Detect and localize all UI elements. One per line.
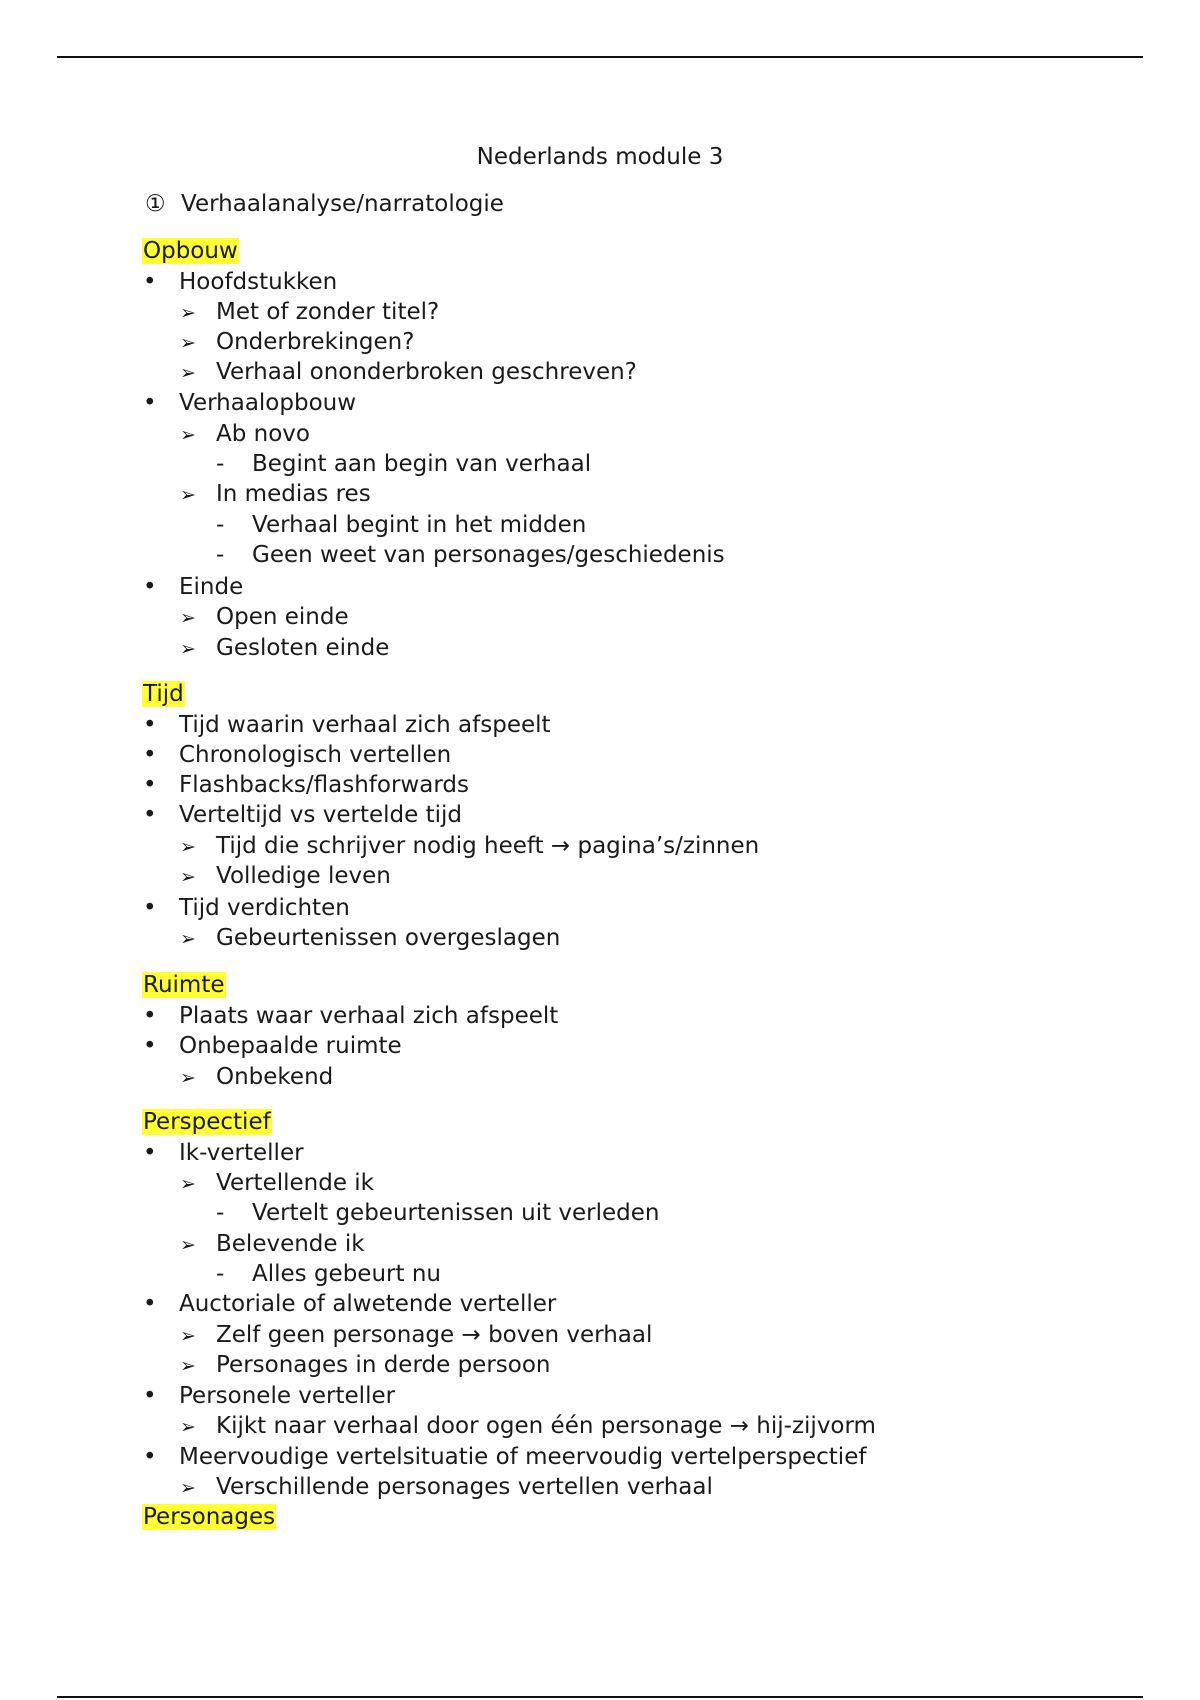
section-heading-opbouw: Opbouw	[143, 238, 238, 264]
subtitle	[145, 190, 504, 218]
arrow-bullet-icon: ➢	[180, 1067, 196, 1089]
arrow-bullet-icon: ➢	[180, 1325, 196, 1347]
list-item: • Tijd verdichten	[143, 895, 350, 921]
arrow-bullet-icon: ➢	[180, 607, 196, 629]
section-heading-tijd: Tijd	[143, 681, 184, 707]
bullet-icon: •	[143, 742, 157, 768]
list-item: - Verhaal begint in het midden	[216, 512, 587, 538]
list-item: • Einde	[143, 574, 244, 600]
list-item: ➢ Vertellende ik	[180, 1170, 375, 1196]
list-item: ➢ Kijkt naar verhaal door ogen één personage → hij-zijvorm	[180, 1413, 876, 1439]
list-item: • Personele verteller	[143, 1383, 396, 1409]
list-item: ➢ Verschillende personages vertellen verhaal	[180, 1474, 713, 1500]
bullet-icon: •	[143, 1444, 157, 1470]
arrow-bullet-icon: ➢	[180, 1477, 196, 1499]
list-item: - Begint aan begin van verhaal	[216, 451, 592, 477]
footer-rule	[57, 1696, 1143, 1698]
bullet-icon: •	[143, 574, 157, 600]
dash-bullet-icon: -	[216, 512, 225, 538]
list-item: ➢ Open einde	[180, 604, 349, 630]
dash-bullet-icon: -	[216, 1261, 225, 1287]
arrow-bullet-icon: ➢	[180, 836, 196, 858]
list-item: ➢ Onderbrekingen?	[180, 329, 415, 355]
list-item: ➢ Gebeurtenissen overgeslagen	[180, 925, 561, 951]
list-item: - Alles gebeurt nu	[216, 1261, 441, 1287]
arrow-bullet-icon: ➢	[180, 424, 196, 446]
list-item: • Verhaalopbouw	[143, 390, 357, 416]
bullet-icon: •	[143, 1140, 157, 1166]
list-item: • Ik-verteller	[143, 1140, 304, 1166]
arrow-bullet-icon: ➢	[180, 362, 196, 384]
list-item: ➢ Volledige leven	[180, 863, 391, 889]
bullet-icon: •	[143, 1033, 157, 1059]
dash-bullet-icon: -	[216, 1200, 225, 1226]
bullet-icon: •	[143, 712, 157, 738]
section-heading-personages: Personages	[143, 1504, 276, 1530]
list-item: ➢ Personages in derde persoon	[180, 1352, 551, 1378]
header-rule	[57, 56, 1143, 58]
bullet-icon: •	[143, 772, 157, 798]
bullet-icon: •	[143, 1383, 157, 1409]
list-item: ➢ Ab novo	[180, 421, 310, 447]
arrow-bullet-icon: ➢	[180, 928, 196, 950]
list-item: • Verteltijd vs vertelde tijd	[143, 802, 462, 828]
section-heading-ruimte: Ruimte	[143, 972, 225, 998]
bullet-icon: •	[143, 390, 157, 416]
bullet-icon: •	[143, 895, 157, 921]
list-item: • Meervoudige vertelsituatie of meervoudig vertelperspectief	[143, 1444, 867, 1470]
list-item: • Flashbacks/flashforwards	[143, 772, 469, 798]
list-item: ➢ Tijd die schrijver nodig heeft → pagina’s/zinnen	[180, 833, 760, 859]
list-item: • Onbepaalde ruimte	[143, 1033, 402, 1059]
list-item: ➢ Belevende ik	[180, 1231, 365, 1257]
list-item: ➢ Gesloten einde	[180, 635, 390, 661]
list-item: • Tijd waarin verhaal zich afspeelt	[143, 712, 551, 738]
list-item: ➢ Zelf geen personage → boven verhaal	[180, 1322, 653, 1348]
arrow-bullet-icon: ➢	[180, 302, 196, 324]
dash-bullet-icon: -	[216, 542, 225, 568]
list-item: • Hoofdstukken	[143, 269, 338, 295]
circled-one-marker: ①	[145, 191, 166, 217]
arrow-bullet-icon: ➢	[180, 332, 196, 354]
list-item: - Vertelt gebeurtenissen uit verleden	[216, 1200, 660, 1226]
list-item: • Chronologisch vertellen	[143, 742, 452, 768]
arrow-bullet-icon: ➢	[180, 1416, 196, 1438]
list-item: ➢ In medias res	[180, 481, 371, 507]
arrow-bullet-icon: ➢	[180, 638, 196, 660]
subtitle-text: Verhaalanalyse/narratologie	[181, 191, 504, 217]
bullet-icon: •	[143, 269, 157, 295]
arrow-bullet-icon: ➢	[180, 1173, 196, 1195]
bullet-icon: •	[143, 1003, 157, 1029]
list-item: ➢ Onbekend	[180, 1064, 334, 1090]
section-heading-perspectief: Perspectief	[143, 1109, 271, 1135]
arrow-bullet-icon: ➢	[180, 866, 196, 888]
dash-bullet-icon: -	[216, 451, 225, 477]
page-title: Nederlands module 3	[476, 144, 724, 170]
bullet-icon: •	[143, 1291, 157, 1317]
list-item: - Geen weet van personages/geschiedenis	[216, 542, 725, 568]
arrow-bullet-icon: ➢	[180, 1234, 196, 1256]
list-item: • Plaats waar verhaal zich afspeelt	[143, 1003, 559, 1029]
arrow-bullet-icon: ➢	[180, 484, 196, 506]
arrow-bullet-icon: ➢	[180, 1355, 196, 1377]
list-item: ➢ Met of zonder titel?	[180, 299, 440, 325]
list-item: • Auctoriale of alwetende verteller	[143, 1291, 557, 1317]
list-item: ➢ Verhaal ononderbroken geschreven?	[180, 359, 637, 385]
bullet-icon: •	[143, 802, 157, 828]
